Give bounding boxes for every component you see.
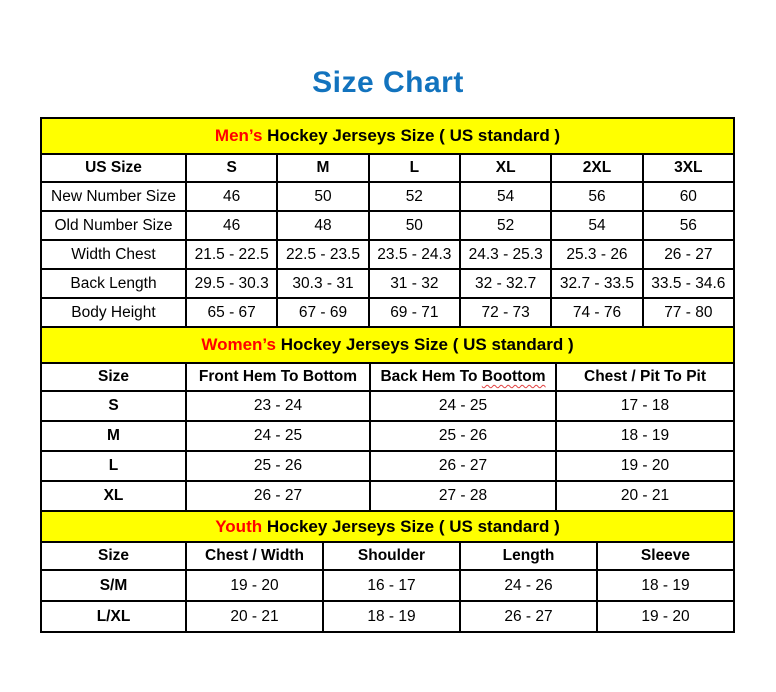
column-header: Sleeve — [597, 542, 734, 570]
column-header: Length — [460, 542, 597, 570]
size-value-cell: 20 - 21 — [556, 481, 734, 511]
mens-heading-highlight: Men’s — [214, 126, 263, 145]
size-value-cell: 67 - 69 — [277, 298, 368, 327]
size-value-cell: 16 - 17 — [323, 570, 460, 601]
size-value-cell: 23 - 24 — [186, 391, 370, 421]
table-row — [41, 298, 734, 327]
column-header: Size — [41, 542, 186, 570]
mens-size-table — [40, 117, 735, 328]
column-header: XL — [460, 154, 551, 182]
row-label: M — [41, 421, 186, 451]
size-value-cell: 77 - 80 — [643, 298, 734, 327]
row-label: XL — [41, 481, 186, 511]
table-row — [41, 451, 734, 481]
size-value-cell: 52 — [460, 211, 551, 240]
size-value-cell: 46 — [186, 182, 277, 211]
size-value-cell: 26 - 27 — [643, 240, 734, 269]
table-row — [41, 570, 734, 601]
size-value-cell: 23.5 - 24.3 — [369, 240, 460, 269]
size-value-cell: 60 — [643, 182, 734, 211]
size-value-cell: 24.3 - 25.3 — [460, 240, 551, 269]
size-value-cell: 50 — [277, 182, 368, 211]
column-header: Shoulder — [323, 542, 460, 570]
row-label: New Number Size — [41, 182, 186, 211]
size-value-cell: 52 — [369, 182, 460, 211]
womens-heading-highlight: Women’s — [201, 335, 276, 354]
womens-size-table — [40, 326, 735, 512]
size-value-cell: 30.3 - 31 — [277, 269, 368, 298]
row-label: Width Chest — [41, 240, 186, 269]
row-label: L/XL — [41, 601, 186, 632]
youth-size-table — [40, 510, 735, 633]
size-value-cell: 18 - 19 — [556, 421, 734, 451]
womens-header-row — [41, 363, 734, 391]
table-row — [41, 391, 734, 421]
misspelled-word: Boottom — [481, 368, 546, 385]
size-value-cell: 19 - 20 — [597, 601, 734, 632]
mens-heading-rest: Hockey Jerseys Size ( US standard ) — [262, 126, 561, 145]
size-value-cell: 22.5 - 23.5 — [277, 240, 368, 269]
column-header: Front Hem To Bottom — [186, 363, 370, 391]
size-value-cell: 18 - 19 — [597, 570, 734, 601]
youth-heading-highlight: Youth — [215, 516, 263, 536]
size-value-cell: 21.5 - 22.5 — [186, 240, 277, 269]
table-row — [41, 481, 734, 511]
mens-section-band — [41, 118, 734, 154]
column-header: Chest / Pit To Pit — [556, 363, 734, 391]
size-value-cell: 33.5 - 34.6 — [643, 269, 734, 298]
size-value-cell: 74 - 76 — [551, 298, 642, 327]
column-header-misspelled — [370, 363, 556, 391]
table-row — [41, 182, 734, 211]
column-header: 3XL — [643, 154, 734, 182]
size-value-cell: 46 — [186, 211, 277, 240]
size-value-cell: 25 - 26 — [370, 421, 556, 451]
size-value-cell: 54 — [551, 211, 642, 240]
youth-section-band — [41, 511, 734, 542]
column-header: US Size — [41, 154, 186, 182]
column-header-prefix: Back Hem To — [380, 368, 482, 385]
youth-header-row — [41, 542, 734, 570]
column-header: Chest / Width — [186, 542, 323, 570]
size-value-cell: 26 - 27 — [370, 451, 556, 481]
size-value-cell: 56 — [551, 182, 642, 211]
size-value-cell: 56 — [643, 211, 734, 240]
size-value-cell: 25.3 - 26 — [551, 240, 642, 269]
row-label: Body Height — [41, 298, 186, 327]
size-value-cell: 32 - 32.7 — [460, 269, 551, 298]
row-label: Back Length — [41, 269, 186, 298]
table-row — [41, 601, 734, 632]
womens-section-band — [41, 327, 734, 363]
womens-section-heading — [41, 327, 734, 363]
size-value-cell: 72 - 73 — [460, 298, 551, 327]
column-header: 2XL — [551, 154, 642, 182]
size-value-cell: 29.5 - 30.3 — [186, 269, 277, 298]
size-value-cell: 24 - 26 — [460, 570, 597, 601]
youth-heading-rest: Hockey Jerseys Size ( US standard ) — [262, 516, 560, 536]
size-value-cell: 26 - 27 — [460, 601, 597, 632]
size-value-cell: 26 - 27 — [186, 481, 370, 511]
table-row — [41, 211, 734, 240]
table-row — [41, 269, 734, 298]
youth-section-heading — [41, 511, 734, 542]
size-value-cell: 19 - 20 — [556, 451, 734, 481]
size-value-cell: 48 — [277, 211, 368, 240]
size-value-cell: 20 - 21 — [186, 601, 323, 632]
row-label: Old Number Size — [41, 211, 186, 240]
size-value-cell: 19 - 20 — [186, 570, 323, 601]
size-value-cell: 24 - 25 — [370, 391, 556, 421]
mens-section-heading — [41, 118, 734, 154]
womens-heading-rest: Hockey Jerseys Size ( US standard ) — [275, 335, 574, 354]
size-value-cell: 18 - 19 — [323, 601, 460, 632]
size-value-cell: 69 - 71 — [369, 298, 460, 327]
page-title: Size Chart — [312, 66, 464, 99]
column-header: S — [186, 154, 277, 182]
table-row — [41, 240, 734, 269]
table-row — [41, 421, 734, 451]
size-value-cell: 24 - 25 — [186, 421, 370, 451]
column-header: Size — [41, 363, 186, 391]
row-label: S/M — [41, 570, 186, 601]
row-label: S — [41, 391, 186, 421]
mens-header-row — [41, 154, 734, 182]
column-header: M — [277, 154, 368, 182]
column-header: L — [369, 154, 460, 182]
size-value-cell: 32.7 - 33.5 — [551, 269, 642, 298]
size-chart-tables — [40, 117, 735, 633]
size-value-cell: 65 - 67 — [186, 298, 277, 327]
size-value-cell: 54 — [460, 182, 551, 211]
size-value-cell: 27 - 28 — [370, 481, 556, 511]
row-label: L — [41, 451, 186, 481]
size-value-cell: 25 - 26 — [186, 451, 370, 481]
size-value-cell: 50 — [369, 211, 460, 240]
size-value-cell: 31 - 32 — [369, 269, 460, 298]
size-value-cell: 17 - 18 — [556, 391, 734, 421]
